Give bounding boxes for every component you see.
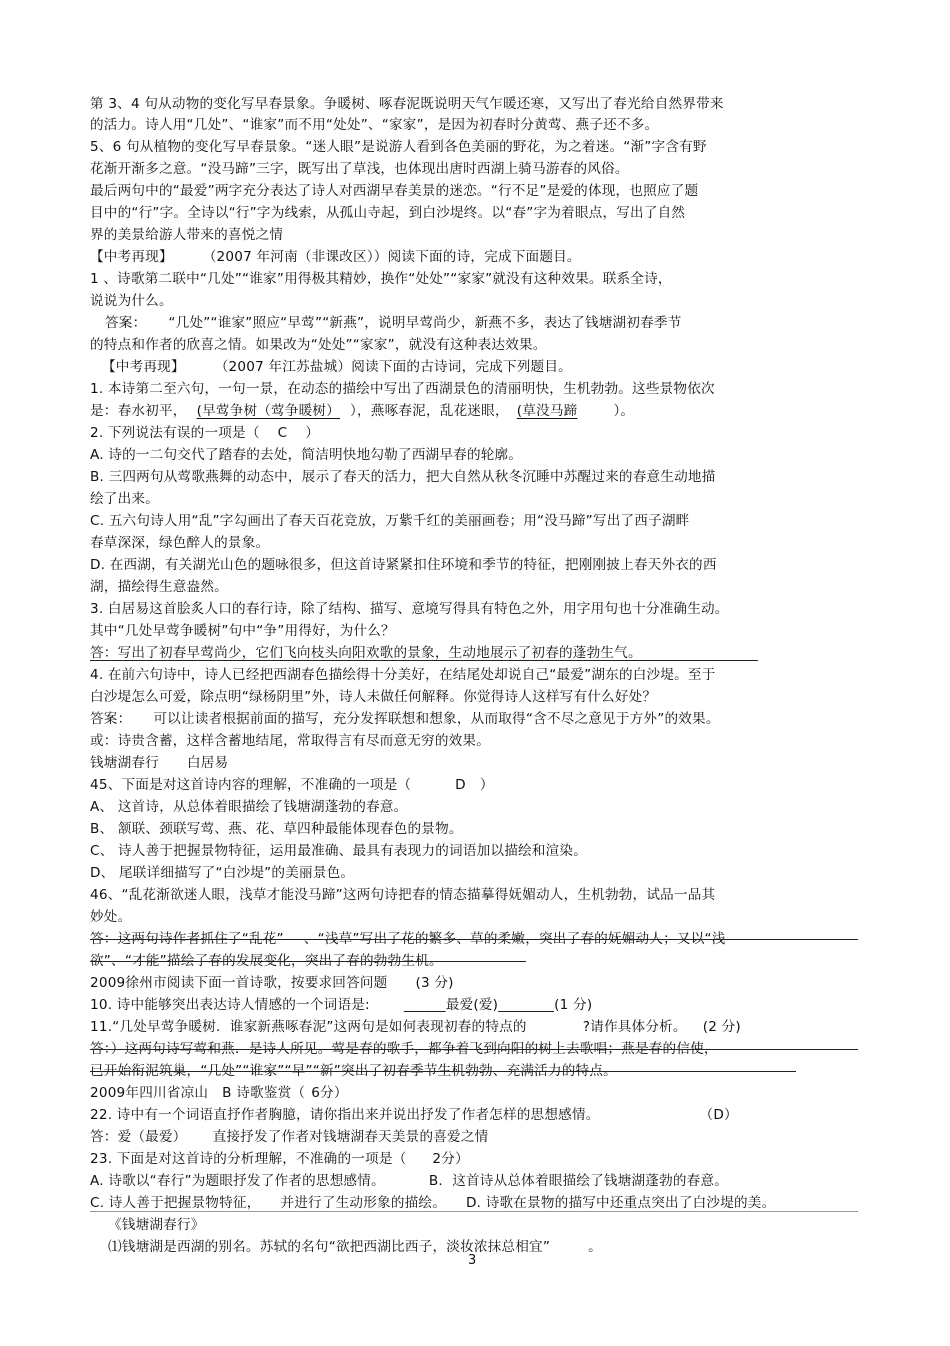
option-line: D. 在西湖，有关湖光山色的题咏很多，但这首诗紧紧扣住环境和季节的特征，把刚刚披上春天外衣的西	[90, 557, 717, 573]
heading-text: （2007 年河南（非课改区））阅读下面的诗，完成下面题目。	[202, 249, 581, 265]
question-line: 45、下面是对这首诗内容的理解，不准确的一项是（ D ）	[90, 777, 494, 793]
answer-underline	[90, 660, 758, 661]
answer-line: 欲”、“才能”描绘了春的发展变化，突出了春的勃勃生机。	[90, 953, 443, 969]
question-line: 1. 本诗第二至六句，一句一景，在动态的描绘中写出了西湖景色的清丽明快，生机勃勃。这些景物依次	[90, 381, 715, 397]
option-line: B. 三四两句从莺歌燕舞的动态中，展示了春天的活力，把大自然从秋冬沉睡中苏醒过来的春意生动地描	[90, 469, 716, 485]
answer-label: 答案：	[105, 315, 147, 331]
heading-tag: 【中考再现】	[102, 359, 185, 375]
poem-title-line	[90, 753, 228, 773]
answer-line	[90, 709, 720, 729]
option-line: A. 诗歌以“春行”为题眼抒发了作者的思想感情。 B．这首诗从总体着眼描绘了钱塘湖蓬勃的春意。	[90, 1173, 729, 1189]
fill-answer: (早莺争树（莺争暖树）	[196, 403, 341, 419]
text-line: 说说为什么。	[90, 293, 173, 309]
text-line: 的特点和作者的欣喜之情。如果改为“处处”“家家”，就没有这种表达效果。	[90, 337, 547, 353]
text-line: 其中“几处早莺争暖树”句中“争”用得好，为什么？	[90, 623, 395, 639]
question-line: 4. 在前六句诗中，诗人已经把西湖春色描绘得十分美好，在结尾处却说自己“最爱”湖东的白沙堤。至于	[90, 667, 716, 683]
answer-text: 可以让读者根据前面的描写，充分发挥联想和想象，从而取得“含不尽之意见于方外”的效果。	[153, 711, 720, 727]
text-line: 目中的“行”字。全诗以“行”字为线索，从孤山寺起，到白沙堤终。以“春”字为着眼点，写出了自然	[90, 205, 686, 221]
page-number: 3	[468, 1253, 477, 1268]
answer-label: 答案：	[90, 711, 132, 727]
section-heading	[90, 247, 581, 267]
option-line: B、 颔联、颈联写莺、燕、花、草四种最能体现春色的景物。	[90, 821, 463, 837]
question-line: 是：春水初平， (早莺争树（莺争暖树） ），燕啄春泥，乱花迷眼， (草没马蹄 ）。	[90, 403, 635, 419]
option-line: A、 这首诗，从总体着眼描绘了钱塘湖蓬勃的春意。	[90, 799, 408, 815]
section-heading	[102, 357, 572, 377]
choice-answer: （D）	[699, 1107, 738, 1123]
question-line: 22. 诗中有一个词语直抒作者胸臆，请你指出来并说出抒发了作者怎样的思想感情。 （D）	[90, 1107, 738, 1123]
text-line: 第 3、4 句从动物的变化写早春景象。争暖树、啄春泥既说明天气乍暖还寒，又写出了春光给自然界带来	[90, 96, 724, 112]
poem-title: 《钱塘湖春行》	[108, 1217, 205, 1233]
answer-line: 答：）这两句诗写莺和燕．是诗人所见。莺是春的歌手，都争着飞到向阳的树上去歌唱；燕是春的信使，	[90, 1041, 718, 1057]
option-line: C. 诗人善于把握景物特征， 并进行了生动形象的描绘。 D. 诗歌在景物的描写中还重点突出了白沙堤的美。	[90, 1195, 776, 1211]
text-line: ⑴钱塘湖是西湖的别名。苏轼的名句“欲把西湖比西子，淡妆浓抹总相宜” 。	[108, 1239, 602, 1255]
question-line: 46、“乱花渐欲迷人眼，浅草才能没马蹄”这两句诗把春的情态描摹得妩媚动人，生机勃勃，试品一品其	[90, 887, 716, 903]
choice-answer: C	[277, 425, 288, 441]
text-line: 最后两句中的“最爱”两字充分表达了诗人对西湖早春美景的迷恋。“行不足”是爱的体现，也照应了题	[90, 183, 699, 199]
text-line: 白沙堤怎么可爱，除点明“绿杨阴里”外，诗人未做任何解释。你觉得诗人这样写有什么好处？	[90, 689, 657, 705]
answer-text: “几处”“谁家”照应“早莺”“新燕”，说明早莺尚少，新燕不多，表达了钱塘湖初春季节	[168, 315, 682, 331]
text-line: 湖，描绘得生意盎然。	[90, 579, 228, 595]
text-line: 或：诗贵含蓄，这样含蓄地结尾，常取得言有尽而意无穷的效果。	[90, 733, 491, 749]
option-line: C. 五六句诗人用“乱”字勾画出了春天百花竞放，万紫千红的美丽画卷；用“没马蹄”写出了西子湖畔	[90, 513, 690, 529]
answer-line: 已开始衔泥筑巢，“几处”“谁家”“早”“新”突出了初春季节生机勃勃、充满活力的特点。	[90, 1063, 617, 1079]
poem-author: 白居易	[186, 755, 229, 771]
text-line: 妙处。	[90, 909, 132, 925]
option-line: A. 诗的一二句交代了踏春的去处，简洁明快地勾勒了西湖早春的轮廓。	[90, 447, 523, 463]
text-line: 的活力。诗人用“几处”、“谁家”而不用“处处”、“家家”，是因为初春时分黄莺、燕子还不多。	[90, 117, 659, 133]
section-divider	[90, 1211, 858, 1212]
answer-line: 答：写出了初春早莺尚少，它们飞向枝头向阳欢歌的景象，生动地展示了初春的蓬勃生气。	[90, 645, 642, 661]
question-line: 10. 诗中能够突出表达诗人情感的一个词语是: ______最爱(爱)________(1 分)	[90, 997, 593, 1013]
question-line: 3. 白居易这首脍炙人口的春行诗，除了结构、描写、意境写得具有特色之外，用字用句也十分准确生动。	[90, 601, 729, 617]
text-line: 界的美景给游人带来的喜悦之情	[90, 227, 284, 243]
question-line: 23. 下面是对这首诗的分析理解，不准确的一项是（ 2分）	[90, 1151, 469, 1167]
section-heading: 2009徐州市阅读下面一首诗歌，按要求回答问题 (3 分)	[90, 975, 454, 991]
text-line: 花渐开渐多之意。“没马蹄”三字，既写出了草浅，也体现出唐时西湖上骑马游春的风俗。	[90, 161, 629, 177]
section-heading: 2009年四川省凉山 B 诗歌鉴赏（ 6分）	[90, 1085, 348, 1101]
answer-underline	[90, 939, 858, 940]
option-line: C、 诗人善于把握景物特征，运用最准确、最具有表现力的词语加以描绘和渲染。	[90, 843, 587, 859]
poem-title: 钱塘湖春行	[90, 755, 159, 771]
heading-text: （2007 年江苏盐城）阅读下面的古诗词，完成下列题目。	[214, 359, 572, 375]
text-line: 绘了出来。	[90, 491, 159, 507]
question-line: 11.“几处早莺争暖树．谁家新燕啄春泥”这两句是如何表现初春的特点的 ?请作具体分析。 (2 分)	[90, 1019, 741, 1035]
answer-line	[105, 313, 682, 333]
text-line: 5、6 句从植物的变化写早春景象。“迷人眼”是说游人看到各色美丽的野花，为之着迷。“渐”字含有野	[90, 139, 707, 155]
answer-underline	[90, 1071, 796, 1072]
text-line: 春草深深，绿色醉人的景象。	[90, 535, 270, 551]
option-line: D、 尾联详细描写了“白沙堤”的美丽景色。	[90, 865, 355, 881]
answer-line: 答：爱（最爱） 直接抒发了作者对钱塘湖春天美景的喜爱之情	[90, 1129, 489, 1145]
answer-underline	[90, 961, 526, 962]
answer-line: 答：这两句诗作者抓住了“乱花” 、“浅草”写出了花的繁多、草的柔嫩，突出了春的妩媚动人；又以“浅	[90, 931, 726, 947]
question-line: 1 、诗歌第二联中“几处”“谁家”用得极其精妙，换作“处处”“家家”就没有这种效果。联系全诗，	[90, 271, 672, 287]
fill-answer: (草没马蹄	[516, 403, 578, 419]
question-line: 2. 下列说法有误的一项是（ C ）	[90, 425, 320, 441]
choice-answer: D	[455, 777, 466, 793]
heading-tag: 【中考再现】	[90, 249, 173, 265]
answer-underline	[90, 1049, 858, 1050]
fill-answer: ______最爱(爱)________	[403, 997, 555, 1013]
